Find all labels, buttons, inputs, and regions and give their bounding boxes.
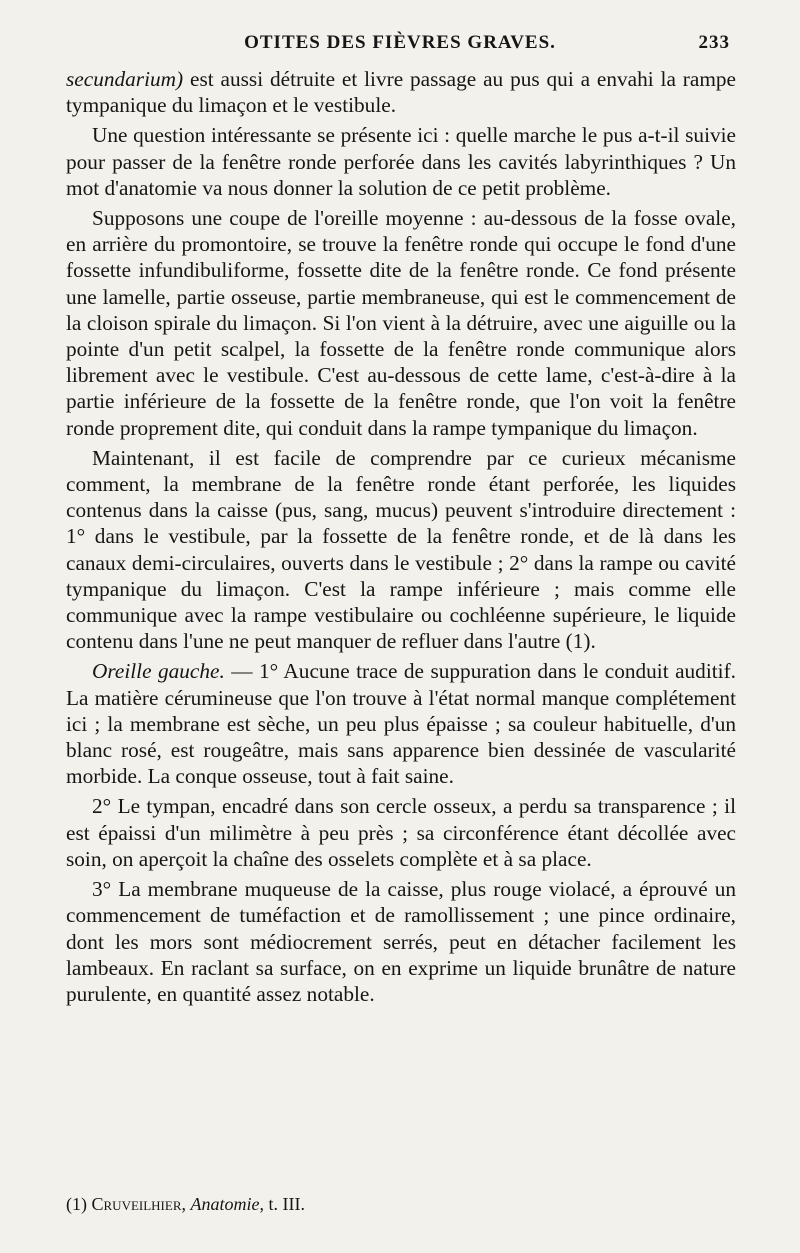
paragraph-5-text: — 1° Aucune trace de suppuration dans le conduit auditif. La matière cérumineuse que l'on trouve à l'état normal manque complétement ici ; la membrane est sèche, un peu plus épaisse ; sa couleur habituelle, d'un blanc rosé, est rougeâtre, mais sans apparence bien dessinée de vascularité morbide. La conque osseuse, tout à fait saine. (66, 659, 736, 789)
running-title: OTITES DES FIÈVRES GRAVES. (244, 32, 556, 53)
section-heading-oreille-gauche: Oreille gauche. (92, 659, 225, 684)
paragraph-6: 2° Le tympan, encadré dans son cercle osseux, a perdu sa transparence ; il est épaissi d'un milimètre à peu près ; sa circonférence étant décollée avec soin, on aperçoit la chaîne des osselets complète et à sa place. (66, 794, 736, 871)
footnote-rest: , t. III. (259, 1194, 305, 1214)
paragraph-1 (66, 66, 736, 118)
paragraph-5 (66, 658, 736, 789)
page-number: 233 (698, 32, 730, 53)
paragraph-1-italic: secundarium) (66, 67, 184, 91)
paragraph-4: Maintenant, il est facile de comprendre par ce curieux mécanisme comment, la membrane de la fenêtre ronde étant perforée, les liquides contenus dans la caisse (pus, sang, mucus) peuvent s'introduire directement : 1° dans le vestibule, par la fossette de la fenêtre ronde, et de là dans les canaux demi-circulaires, ouverts dans le vestibule ; 2° dans la rampe ou cavité tympanique du limaçon. C'est la rampe inférieure ; mais comme elle communique avec la rampe vestibulaire ou cochléenne supérieure, le liquide contenu dans l'une ne peut manquer de refluer dans l'autre (1). (66, 445, 736, 654)
footnote-work: Anatomie (190, 1194, 260, 1214)
paragraph-7: 3° La membrane muqueuse de la caisse, plus rouge violacé, a éprouvé un commencement de tuméfaction et de ramollissement ; une pince ordinaire, dont les mors sont médiocrement serrés, peut en détacher facilement les lambeaux. En raclant sa surface, on en exprime un liquide brunâtre de nature purulente, en quantité assez notable. (66, 877, 736, 1006)
body-text (66, 66, 736, 1011)
paragraph-1-text: est aussi détruite et livre passage au pus qui a envahi la rampe tympanique du limaçon et le vestibule. (66, 67, 736, 118)
footnote-author: Cruveilhier (91, 1194, 182, 1214)
running-header (0, 32, 800, 60)
footnote-marker: (1) (66, 1194, 87, 1214)
paragraph-2: Une question intéressante se présente ici : quelle marche le pus a-t-il suivie pour passer de la fenêtre ronde perforée dans les cavités labyrinthiques ? Un mot d'anatomie va nous donner la solution de ce petit problème. (66, 123, 736, 200)
paragraph-3: Supposons une coupe de l'oreille moyenne : au-dessous de la fosse ovale, en arrière du promontoire, se trouve la fenêtre ronde qui occupe le fond d'une fossette infundibuliforme, fossette dite de la fenêtre ronde. Ce fond présente une lamelle, partie osseuse, partie membraneuse, qui est le commencement de la cloison spirale du limaçon. Si l'on vient à la détruire, avec une aiguille ou la pointe d'un petit scalpel, la fossette de la fenêtre ronde communique alors librement avec le vestibule. C'est au-dessous de cette lame, c'est-à-dire à la partie inférieure de la fossette de la fenêtre ronde, que l'on voit la fenêtre ronde proprement dite, qui conduit dans la rampe tympanique du limaçon. (66, 206, 736, 440)
footnote: (1) Cruveilhier, Anatomie, t. III. (66, 1194, 305, 1214)
